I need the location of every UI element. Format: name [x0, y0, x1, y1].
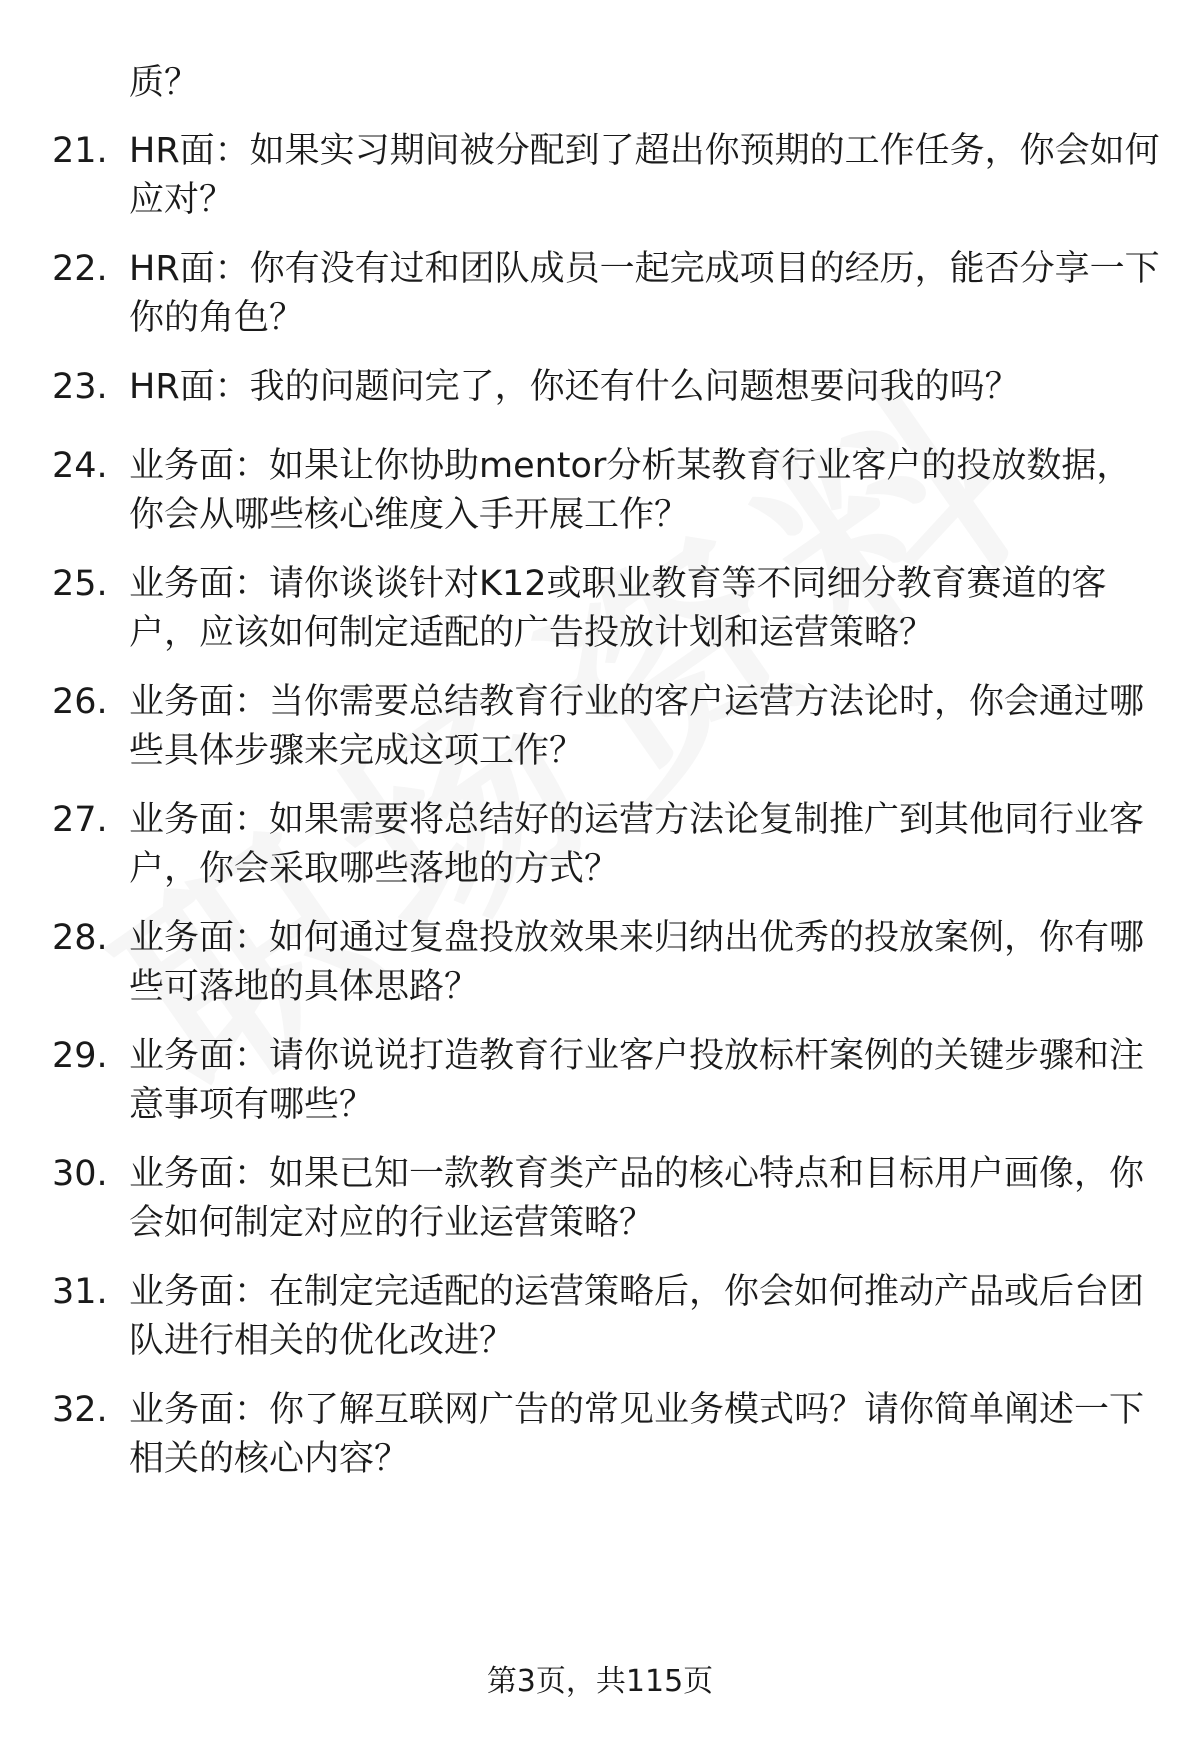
question-number: 27. — [52, 800, 108, 840]
question-number: 23. — [52, 367, 108, 407]
question-item — [52, 442, 1162, 540]
question-text: HR面：你有没有过和团队成员一起完成项目的经历，能否分享一下你的角色？ — [129, 249, 1160, 338]
question-text: 业务面：如果已知一款教育类产品的核心特点和目标用户画像，你会如何制定对应的行业运营策略？ — [129, 1154, 1145, 1243]
question-number: 32. — [52, 1390, 108, 1430]
question-text: 业务面：当你需要总结教育行业的客户运营方法论时，你会通过哪些具体步骤来完成这项工作？ — [129, 682, 1145, 771]
question-text: 业务面：你了解互联网广告的常见业务模式吗？请你简单阐述一下相关的核心内容？ — [129, 1390, 1145, 1479]
question-text: 业务面：如果让你协助mentor分析某教育行业客户的投放数据，你会从哪些核心维度入手开展工作？ — [129, 446, 1132, 535]
question-item — [52, 796, 1162, 894]
question-number: 22. — [52, 249, 108, 289]
question-text: 业务面：请你谈谈针对K12或职业教育等不同细分教育赛道的客户，应该如何制定适配的广告投放计划和运营策略？ — [129, 564, 1107, 653]
question-item — [52, 1268, 1162, 1366]
question-text: 业务面：在制定完适配的运营策略后，你会如何推动产品或后台团队进行相关的优化改进？ — [129, 1272, 1145, 1361]
question-number: 24. — [52, 446, 108, 486]
question-text: HR面：如果实习期间被分配到了超出你预期的工作任务，你会如何应对？ — [129, 131, 1160, 220]
page-footer: 第3页，共115页 — [486, 1664, 714, 1699]
question-item — [52, 245, 1162, 343]
question-number: 21. — [52, 131, 108, 171]
question-number: 31. — [52, 1272, 108, 1312]
question-item — [52, 1032, 1162, 1130]
question-item — [52, 127, 1162, 225]
question-text: 业务面：如何通过复盘投放效果来归纳出优秀的投放案例，你有哪些可落地的具体思路？ — [129, 918, 1145, 1007]
question-text: 业务面：如果需要将总结好的运营方法论复制推广到其他同行业客户，你会采取哪些落地的方式？ — [129, 800, 1145, 889]
question-item — [52, 560, 1162, 658]
question-item — [52, 363, 1162, 412]
question-text: 业务面：请你说说打造教育行业客户投放标杆案例的关键步骤和注意事项有哪些？ — [129, 1036, 1145, 1125]
question-item — [52, 1150, 1162, 1248]
question-number: 29. — [52, 1036, 108, 1076]
question-number: 28. — [52, 918, 108, 958]
question-number: 26. — [52, 682, 108, 722]
question-item — [52, 1386, 1162, 1484]
question-item — [52, 678, 1162, 776]
continuation-text: 质？ — [129, 63, 200, 103]
question-number: 30. — [52, 1154, 108, 1194]
question-number: 25. — [52, 564, 108, 604]
question-text: HR面：我的问题问完了，你还有什么问题想要问我的吗？ — [129, 367, 1020, 407]
question-item — [52, 914, 1162, 1012]
